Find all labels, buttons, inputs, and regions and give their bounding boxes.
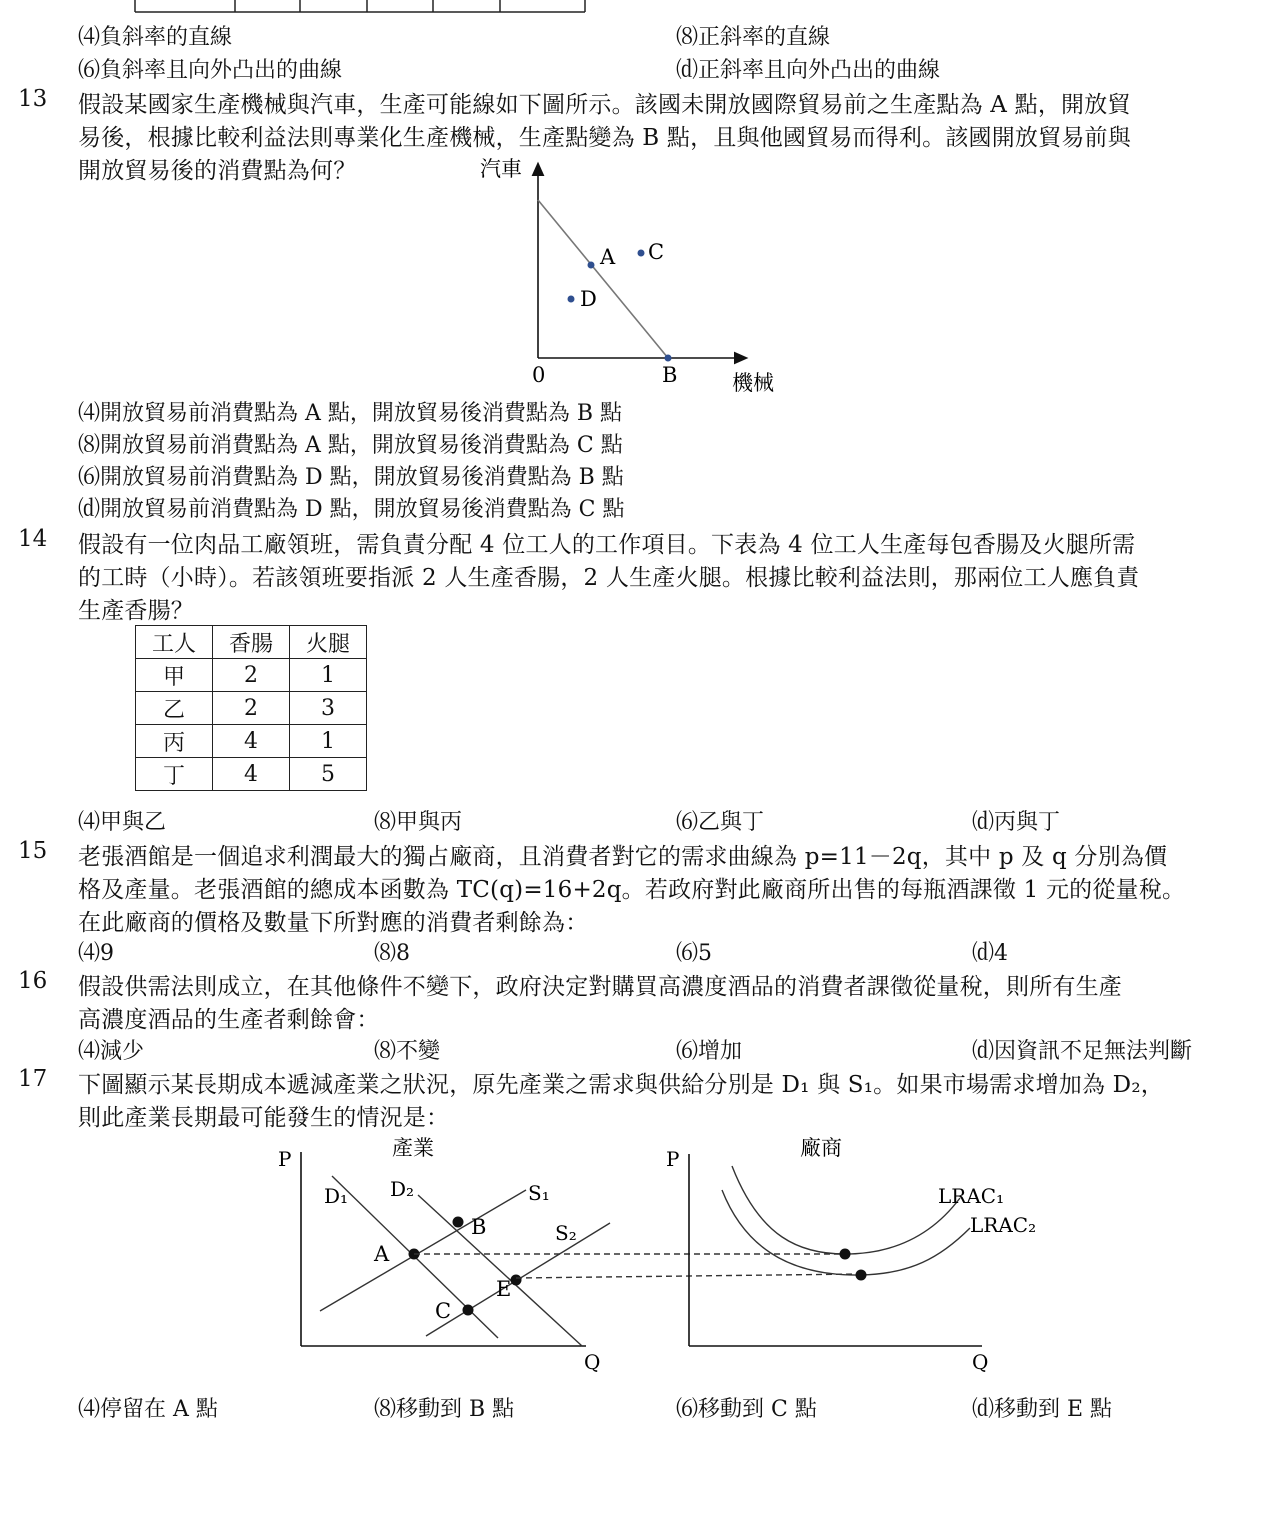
q17-industry-firm-figure [270,1128,1070,1378]
q13-number: 13 [18,86,48,112]
q13-option-b[interactable]: ⑻開放貿易前消費點為 A 點，開放貿易後消費點為 C 點 [78,433,623,458]
table-row [136,758,367,791]
q16-option-a[interactable]: ⑷減少 [78,1039,145,1064]
q13-option-d[interactable]: ⒟開放貿易前消費點為 D 點，開放貿易後消費點為 C 點 [78,497,625,522]
q16-number: 16 [18,968,48,994]
q13-y-axis-label: 汽車 [480,157,522,181]
q17-option-c[interactable]: ⑹移動到 C 點 [676,1397,817,1422]
table-row [136,725,367,758]
q13-text-line: 易後，根據比較利益法則專業化生產機械，生產點變為 B 點，且與他國貿易而得利。該國開放貿易前與 [78,125,1131,151]
table-cell: 4 [213,758,290,791]
q17-lrac2-label: LRAC₂ [970,1213,1037,1237]
q17-lrac1-curve [732,1166,960,1254]
q13-point-d-dot [568,296,575,303]
q17-lrac1-min-dot [840,1249,851,1260]
q13-point-a-label: A [600,245,616,269]
q13-ppf-figure [470,150,800,400]
q13-text-line: 開放貿易後的消費點為何？ [78,158,357,184]
q13-point-c-dot [638,250,645,257]
table-header-cell: 香腸 [213,626,290,659]
q17-option-b[interactable]: ⑻移動到 B 點 [374,1397,515,1422]
q13-point-b-dot [665,355,672,362]
q17-text-line: 則此產業長期最可能發生的情況是： [78,1105,450,1131]
q14-text-line: 的工時（小時）。若該領班要指派 2 人生產香腸，2 人生產火腿。根據比較利益法則，那兩位工人應負責 [78,565,1140,591]
q17-d2-line [418,1195,582,1346]
q13-option-a[interactable]: ⑷開放貿易前消費點為 A 點，開放貿易後消費點為 B 點 [78,401,623,426]
q13-option-c[interactable]: ⑹開放貿易前消費點為 D 點，開放貿易後消費點為 B 點 [78,465,624,490]
table-cell: 丙 [136,725,213,758]
q13-origin-label: 0 [532,363,546,387]
q17-lrac1-label: LRAC₁ [938,1184,1005,1208]
q17-point-e-dot [511,1275,522,1286]
q13-ppf-line [538,200,668,358]
q17-right-q-label: Q [972,1350,989,1374]
q14-text-line: 生產香腸？ [78,598,194,624]
q12-option-a[interactable]: ⑷負斜率的直線 [78,25,233,50]
q17-right-title: 廠商 [800,1136,842,1160]
q17-left-p-label: P [278,1147,292,1171]
q13-x-axis-label: 機械 [732,371,774,395]
q17-point-b-dot [453,1217,464,1228]
q17-number: 17 [18,1066,48,1092]
table-header-row [136,626,367,659]
q17-point-a-label: A [374,1242,390,1266]
q17-lrac2-curve [722,1190,970,1275]
q14-option-a[interactable]: ⑷甲與乙 [78,810,167,835]
q15-text-line: 在此廠商的價格及數量下所對應的消費者剩餘為： [78,910,589,936]
q17-option-d[interactable]: ⒟移動到 E 點 [972,1397,1113,1422]
table-cell: 丁 [136,758,213,791]
table-cell: 乙 [136,692,213,725]
table-row [136,659,367,692]
q12-option-d[interactable]: ⒟正斜率且向外凸出的曲線 [676,58,941,83]
q16-text-line: 假設供需法則成立，在其他條件不變下，政府決定對購買高濃度酒品的消費者課徵從量稅，則所有生產 [78,974,1122,1000]
q17-point-c-label: C [435,1299,452,1323]
q17-s2-label: S₂ [555,1221,577,1245]
table-cell: 1 [290,725,367,758]
prev-table-remnant [130,0,590,14]
q15-option-b[interactable]: ⑻8 [374,941,410,966]
q17-text-line: 下圖顯示某長期成本遞減產業之狀況，原先產業之需求與供給分別是 D₁ 與 S₁。如果市場需求增加為 D₂， [78,1072,1164,1098]
q15-option-a[interactable]: ⑷9 [78,941,114,966]
q17-point-b-label: B [471,1215,487,1239]
q14-text-line: 假設有一位肉品工廠領班，需負責分配 4 位工人的工作項目。下表為 4 位工人生產每包香腸及火腿所需 [78,532,1136,558]
q17-point-c-dot [463,1305,474,1316]
q13-point-c-label: C [648,240,665,264]
q16-option-d[interactable]: ⒟因資訊不足無法判斷 [972,1039,1193,1064]
table-cell: 2 [213,692,290,725]
q16-text-line: 高濃度酒品的生產者剩餘會： [78,1007,380,1033]
q17-left-title: 產業 [392,1136,434,1160]
table-header-cell: 火腿 [290,626,367,659]
q15-text-line: 格及產量。老張酒館的總成本函數為 TC(q)=16+2q。若政府對此廠商所出售的每瓶酒課徵 1 元的從量稅。 [78,877,1186,903]
q17-s1-label: S₁ [528,1181,550,1205]
q12-option-c[interactable]: ⑹負斜率且向外凸出的曲線 [78,58,343,83]
q17-left-q-label: Q [584,1350,601,1374]
q17-lrac2-min-dot [856,1270,867,1281]
q17-d1-label: D₁ [324,1184,349,1208]
q14-worker-table [135,625,367,791]
table-cell: 2 [213,659,290,692]
q17-point-e-label: E [496,1277,512,1301]
q15-text-line: 老張酒館是一個追求利潤最大的獨占廠商，且消費者對它的需求曲線為 p=11－2q，其中 p 及 q 分別為價 [78,844,1168,870]
table-row [136,692,367,725]
q14-option-c[interactable]: ⑹乙與丁 [676,810,765,835]
q13-text-line: 假設某國家生產機械與汽車，生產可能線如下圖所示。該國未開放國際貿易前之生產點為 A 點，開放貿 [78,92,1131,118]
q14-option-b[interactable]: ⑻甲與丙 [374,810,463,835]
table-cell: 1 [290,659,367,692]
q15-option-d[interactable]: ⒟4 [972,941,1008,966]
q14-option-d[interactable]: ⒟丙與丁 [972,810,1061,835]
q16-option-b[interactable]: ⑻不變 [374,1039,441,1064]
q17-d2-label: D₂ [390,1177,415,1201]
table-cell: 甲 [136,659,213,692]
table-cell: 3 [290,692,367,725]
table-cell: 4 [213,725,290,758]
q17-right-p-label: P [666,1147,680,1171]
table-header-cell: 工人 [136,626,213,659]
q17-option-a[interactable]: ⑷停留在 A 點 [78,1397,218,1422]
q13-point-b-label: B [662,363,678,387]
table-cell: 5 [290,758,367,791]
q15-option-c[interactable]: ⑹5 [676,941,712,966]
q15-number: 15 [18,838,48,864]
q13-point-d-label: D [580,287,597,311]
q16-option-c[interactable]: ⑹增加 [676,1039,743,1064]
q12-option-b[interactable]: ⑻正斜率的直線 [676,25,831,50]
q13-point-a-dot [588,262,595,269]
q14-number: 14 [18,526,48,552]
